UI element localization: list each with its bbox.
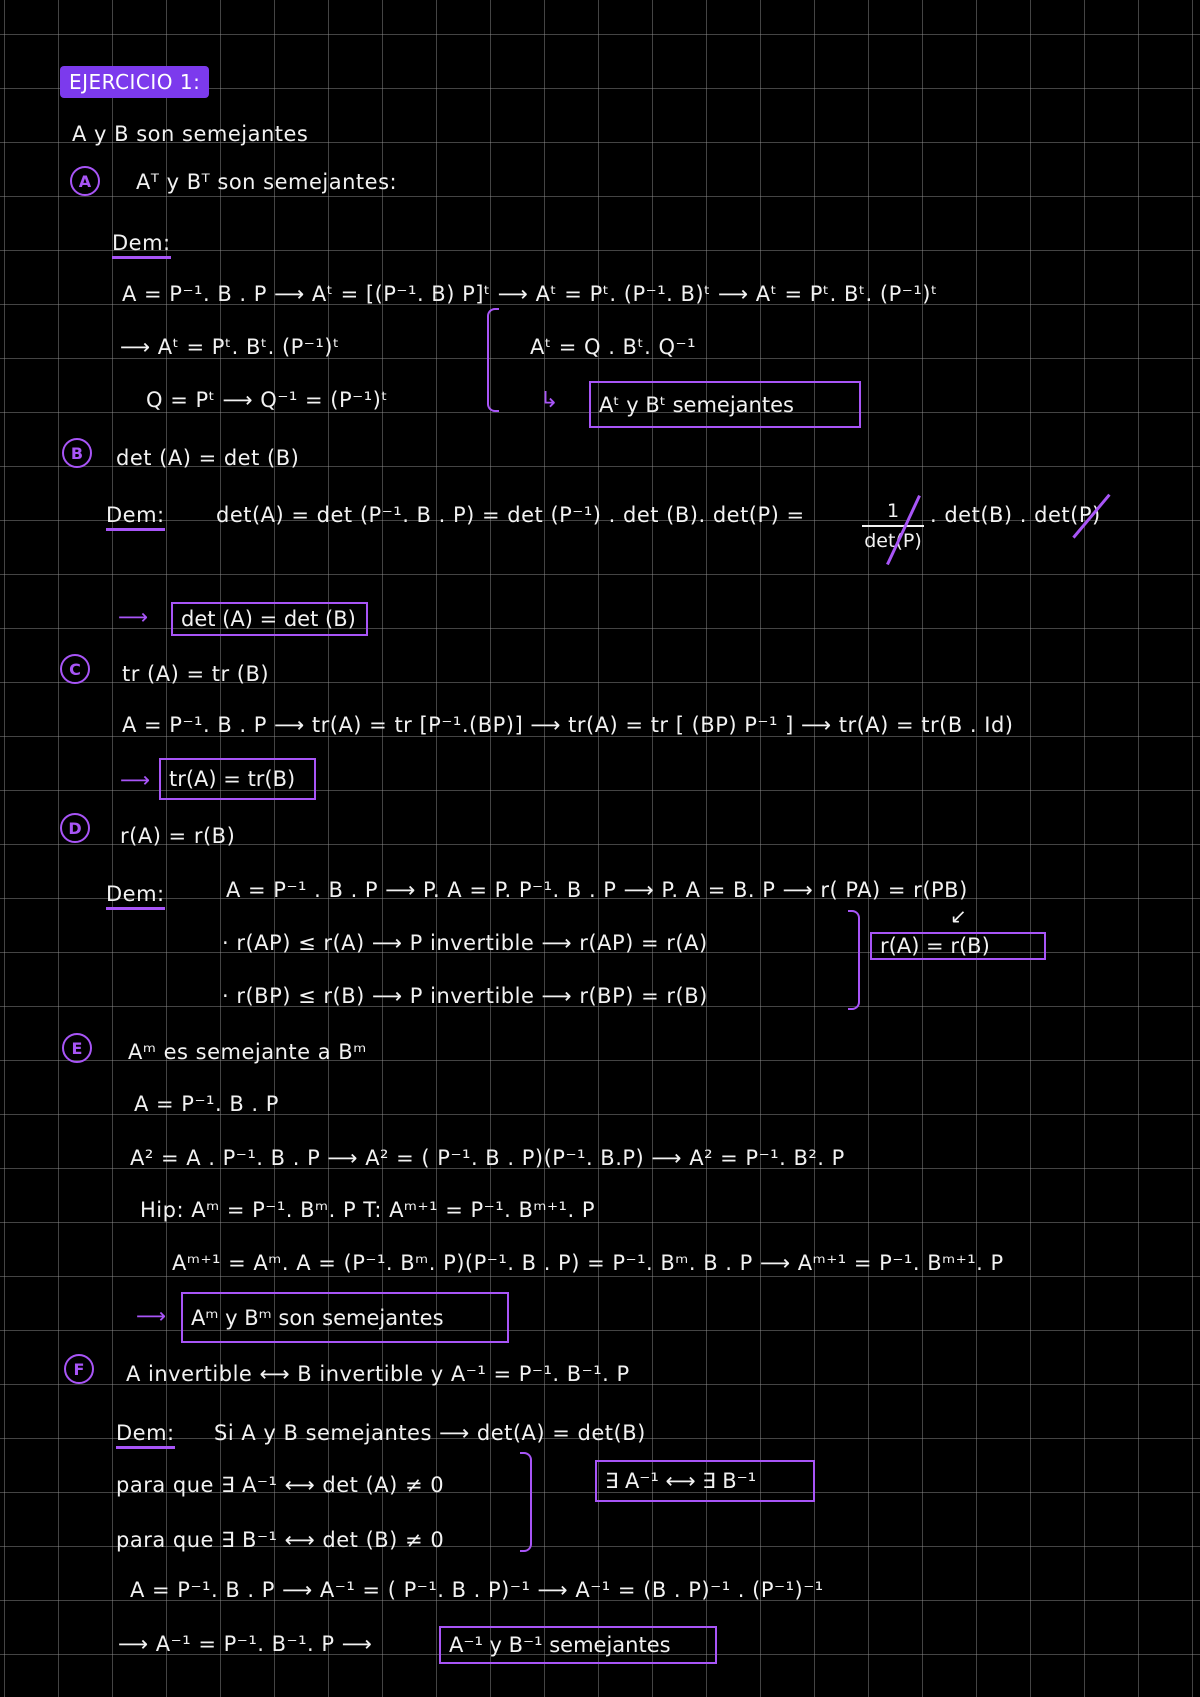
section-f-result-box: A⁻¹ y B⁻¹ semejantes [439,1626,717,1664]
exercise-title: EJERCICIO 1: [60,66,209,98]
section-f-line-4: A = P⁻¹. B . P ⟶ A⁻¹ = ( P⁻¹. B . P)⁻¹ ⟶ A⁻¹ = (B . P)⁻¹ . (P⁻¹)⁻¹ [130,1578,824,1602]
section-a-dem-label: Dem: [112,233,171,259]
section-d-line-3: · r(BP) ≤ r(B) ⟶ P invertible ⟶ r(BP) = r(B) [222,984,708,1008]
section-c-statement: tr (A) = tr (B) [122,662,270,686]
section-f-line-3: para que ∃ B⁻¹ ⟷ det (B) ≠ 0 [116,1528,445,1552]
section-d-line-1: A = P⁻¹ . B . P ⟶ P. A = P. P⁻¹. B . P ⟶ P. A = B. P ⟶ r( PA) = r(PB) [226,878,968,902]
fraction-denominator: det(P) [862,525,924,552]
section-f-line-1: Si A y B semejantes ⟶ det(A) = det(B) [214,1421,646,1445]
section-d-dem-label: Dem: [106,884,165,910]
section-b-result-box: det (A) = det (B) [171,602,368,636]
section-b-statement: det (A) = det (B) [116,446,300,470]
section-a-brace [487,308,499,412]
section-c-marker: C [60,654,90,684]
section-c-result-arrow: ⟶ [120,768,151,792]
section-d-brace [848,910,860,1010]
section-d-result-box: r(A) = r(B) [870,932,1046,960]
section-f-line-2: para que ∃ A⁻¹ ⟷ det (A) ≠ 0 [116,1473,445,1497]
section-e-line-2: A² = A . P⁻¹. B . P ⟶ A² = ( P⁻¹. B . P)(P⁻¹. B.P) ⟶ A² = P⁻¹. B². P [130,1146,845,1170]
section-e-result-box: Aᵐ y Bᵐ son semejantes [181,1292,509,1343]
section-d-marker: D [60,813,90,843]
section-a-statement: Aᵀ y Bᵀ son semejantes: [136,170,398,194]
intro-statement: A y B son semejantes [72,122,309,146]
section-a-line-2: ⟶ Aᵗ = Pᵗ. Bᵗ. (P⁻¹)ᵗ [120,335,340,359]
section-b-line-1: det(A) = det (P⁻¹. B . P) = det (P⁻¹) . det (B). det(P) = [216,503,805,527]
section-f-brace [520,1452,532,1552]
section-f-marker: F [64,1354,94,1384]
section-a-line-3: Q = Pᵗ ⟶ Q⁻¹ = (P⁻¹)ᵗ [146,388,389,412]
section-b-line-1-tail: . det(B) . det(P) [930,503,1101,527]
section-f-statement: A invertible ⟷ B invertible y A⁻¹ = P⁻¹. B⁻¹. P [126,1362,630,1386]
section-a-result-box: Aᵗ y Bᵗ semejantes [589,381,861,428]
section-f-box-exists: ∃ A⁻¹ ⟷ ∃ B⁻¹ [595,1460,815,1502]
section-a-marker: A [70,166,100,196]
section-f-line-5: ⟶ A⁻¹ = P⁻¹. B⁻¹. P ⟶ [118,1632,373,1656]
section-d-statement: r(A) = r(B) [120,824,236,848]
section-c-line-1: A = P⁻¹. B . P ⟶ tr(A) = tr [P⁻¹.(BP)] ⟶ tr(A) = tr [ (BP) P⁻¹ ] ⟶ tr(A) = tr(B . Id) [122,713,1014,737]
section-d-down-arrow: ↙ [950,904,968,928]
section-f-dem-label: Dem: [116,1423,175,1449]
section-a-line-1: A = P⁻¹. B . P ⟶ Aᵗ = [(P⁻¹. B) P]ᵗ ⟶ Aᵗ = Pᵗ. (P⁻¹. B)ᵗ ⟶ Aᵗ = Pᵗ. Bᵗ. (P⁻¹)ᵗ [122,282,938,306]
section-c-result-box: tr(A) = tr(B) [159,758,316,800]
section-e-line-3: Hip: Aᵐ = P⁻¹. Bᵐ. P T: Aᵐ⁺¹ = P⁻¹. Bᵐ⁺¹. P [140,1198,595,1222]
section-b-marker: B [62,438,92,468]
section-e-line-4: Aᵐ⁺¹ = Aᵐ. A = (P⁻¹. Bᵐ. P)(P⁻¹. B . P) = P⁻¹. Bᵐ. B . P ⟶ Aᵐ⁺¹ = P⁻¹. Bᵐ⁺¹. P [172,1251,1004,1275]
section-a-line-4: Aᵗ = Q . Bᵗ. Q⁻¹ [530,335,697,359]
section-a-result-arrow: ↳ [540,388,559,413]
section-e-statement: Aᵐ es semejante a Bᵐ [128,1040,367,1064]
section-b-result-arrow: ⟶ [118,605,149,629]
section-e-marker: E [62,1033,92,1063]
section-d-line-2: · r(AP) ≤ r(A) ⟶ P invertible ⟶ r(AP) = r(A) [222,931,708,955]
section-e-result-arrow: ⟶ [136,1304,167,1328]
section-e-line-1: A = P⁻¹. B . P [134,1092,279,1116]
section-b-dem-label: Dem: [106,505,165,531]
fraction-numerator: 1 [886,500,900,522]
